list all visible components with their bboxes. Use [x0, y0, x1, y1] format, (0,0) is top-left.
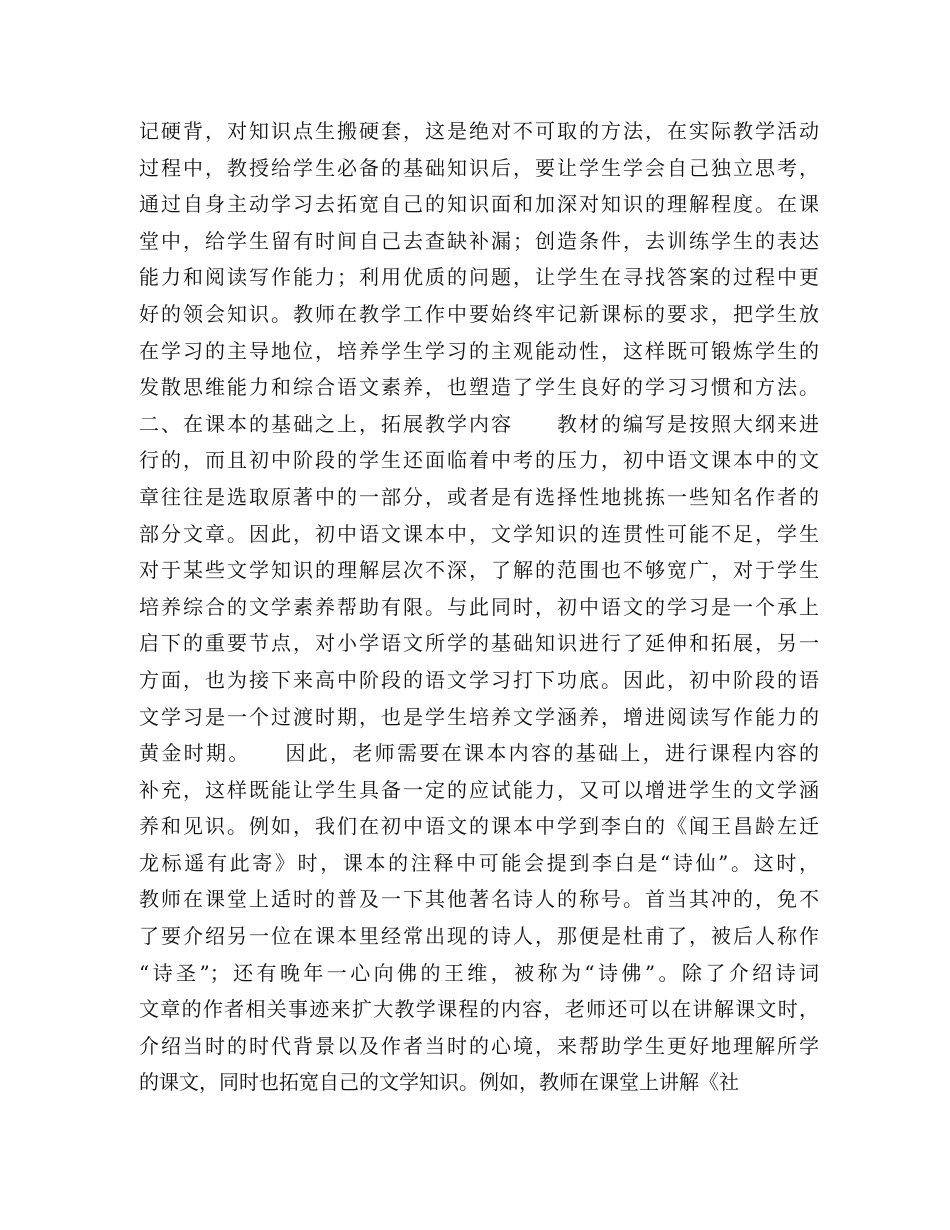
text-line-5: 能力和阅读写作能力；利用优质的问题，让学生在寻找答案的过程中更	[139, 265, 819, 290]
text-line-17: 文学习是一个过渡时期，也是学生培养文学涵养，增进阅读写作能力的	[139, 704, 819, 729]
text-line-16: 方面，也为接下来高中阶段的语文学习打下功底。因此，初中阶段的语	[139, 667, 819, 692]
text-line-6: 好的领会知识。教师在教学工作中要始终牢记新课标的要求，把学生放	[139, 301, 819, 326]
text-line-8: 发散思维能力和综合语文素养，也塑造了学生良好的学习习惯和方法。	[139, 375, 819, 400]
text-line-20: 养和见识。例如，我们在初中语文的课本中学到李白的《闻王昌龄左迁	[139, 814, 819, 839]
text-line-24: “诗圣”；还有晚年一心向佛的王维，被称为“诗佛”。除了介绍诗词	[139, 960, 819, 985]
text-line-13: 对于某些文学知识的理解层次不深，了解的范围也不够宽广，对于学生	[139, 558, 819, 583]
text-line-10: 行的，而且初中阶段的学生还面临着中考的压力，初中语文课本中的文	[139, 448, 819, 473]
text-line-21: 龙标遥有此寄》时，课本的注释中可能会提到李白是“诗仙”。这时，	[139, 850, 819, 875]
text-line-25: 文章的作者相关事迹来扩大教学课程的内容，老师还可以在讲解课文时，	[139, 997, 819, 1022]
text-line-11: 章往往是选取原著中的一部分，或者是有选择性地挑拣一些知名作者的	[139, 484, 819, 509]
text-line-3: 通过自身主动学习去拓宽自己的知识面和加深对知识的理解程度。在课	[139, 192, 819, 217]
text-line-1: 记硬背，对知识点生搬硬套，这是绝对不可取的方法，在实际教学活动	[139, 119, 819, 143]
text-line-23: 了要介绍另一位在课本里经常出现的诗人，那便是杜甫了，被后人称作	[139, 924, 819, 949]
text-line-2: 过程中，教授给学生必备的基础知识后，要让学生学会自己独立思考，	[139, 155, 819, 180]
text-line-12: 部分文章。因此，初中语文课本中，文学知识的连贯性可能不足，学生	[139, 521, 819, 546]
text-line-15: 启下的重要节点，对小学语文所学的基础知识进行了延伸和拓展，另一	[139, 631, 819, 656]
text-line-7: 在学习的主导地位，培养学生学习的主观能动性，这样既可锻炼学生的	[139, 338, 819, 363]
text-line-26: 介绍当时的时代背景以及作者当时的心境，来帮助学生更好地理解所学	[139, 1033, 819, 1058]
text-line-18: 黄金时期。 因此，老师需要在课本内容的基础上，进行课程内容的	[139, 741, 819, 766]
text-line-22: 教师在课堂上适时的普及一下其他著名诗人的称号。首当其冲的，免不	[139, 887, 819, 912]
text-line-4: 堂中，给学生留有时间自己去查缺补漏；创造条件，去训练学生的表达	[139, 228, 819, 253]
text-line-27: 的课文，同时也拓宽自己的文学知识。例如，教师在课堂上讲解《社	[139, 1070, 739, 1095]
text-line-19: 补充，这样既能让学生具备一定的应试能力，又可以增进学生的文学涵	[139, 777, 819, 802]
text-line-9: 二、在课本的基础之上，拓展教学内容 教材的编写是按照大纲来进	[139, 411, 819, 436]
body-text	[139, 113, 819, 1101]
text-line-14: 培养综合的文学素养帮助有限。与此同时，初中语文的学习是一个承上	[139, 594, 819, 619]
